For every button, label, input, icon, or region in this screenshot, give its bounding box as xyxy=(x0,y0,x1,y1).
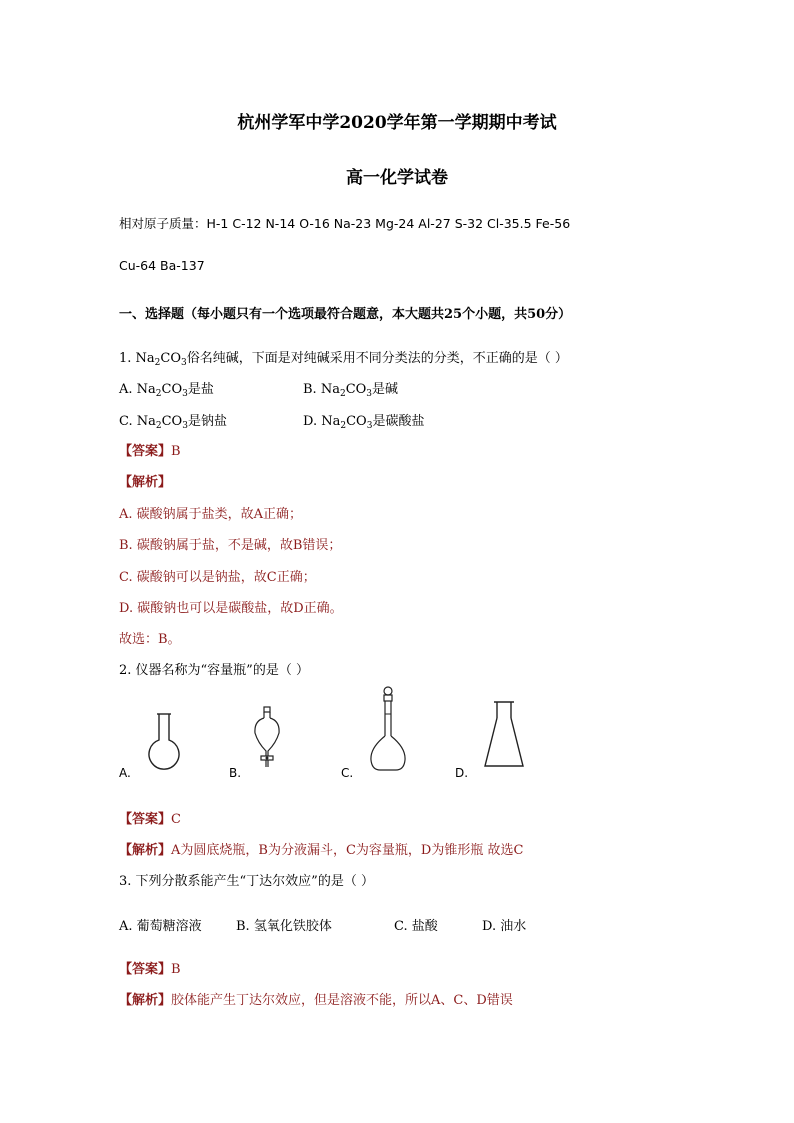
volumetric-flask-icon xyxy=(366,686,416,774)
q2-label-c: C. xyxy=(341,766,354,780)
q1-analysis-a: A. 碳酸钠属于盐类，故A正确； xyxy=(119,507,303,522)
q1-conclusion: 故选：B。 xyxy=(119,632,181,647)
exam-title: 杭州学军中学2020学年第一学期期中考试 xyxy=(237,113,557,133)
exam-subtitle: 高一化学试卷 xyxy=(346,168,448,188)
q2-stem: 2. 仪器名称为“容量瓶”的是（ ） xyxy=(119,663,309,678)
q1-analysis-c: C. 碳酸钠可以是钠盐，故C正确； xyxy=(119,570,316,585)
q2-label-b: B. xyxy=(229,766,242,780)
q2-label-d: D. xyxy=(455,766,469,780)
q3-option-b: B. 氢氧化铁胶体 xyxy=(236,919,332,934)
q2-answer: 【答案】C xyxy=(119,812,181,827)
q3-option-c: C. 盐酸 xyxy=(394,919,438,934)
round-bottom-flask-icon xyxy=(140,712,190,772)
section-heading: 一、选择题（每小题只有一个选项最符合题意，本大题共25个小题，共50分） xyxy=(119,307,572,322)
q1-option-d: D. $Na_2CO_3$是碳酸盐 xyxy=(303,414,425,431)
q3-option-a: A. 葡萄糖溶液 xyxy=(119,919,202,934)
q3-analysis: 【解析】胶体能产生丁达尔效应，但是溶液不能，所以A、C、D错误 xyxy=(119,993,513,1008)
q3-stem: 3. 下列分散系能产生“丁达尔效应”的是（ ） xyxy=(119,874,374,889)
q1-option-c: C. $Na_2CO_3$是钠盐 xyxy=(119,414,227,431)
atomic-masses-line1: 相对原子质量：H-1 C-12 N-14 O-16 Na-23 Mg-24 Al-27 S-32 Cl-35.5 Fe-56 xyxy=(119,216,571,231)
q2-analysis: 【解析】A为圆底烧瓶，B为分液漏斗，C为容量瓶，D为锥形瓶 故选C xyxy=(119,843,524,858)
q1-analysis-b: B. 碳酸钠属于盐，不是碱，故B错误； xyxy=(119,538,342,553)
atomic-masses-line2: Cu-64 Ba-137 xyxy=(119,258,205,273)
separatory-funnel-icon xyxy=(250,707,284,775)
q3-answer: 【答案】B xyxy=(119,962,181,977)
q1-option-a: A. $Na_2CO_3$是盐 xyxy=(119,382,214,399)
q1-option-b: B. $Na_2CO_3$是碱 xyxy=(303,382,399,399)
q3-option-d: D. 油水 xyxy=(482,919,527,934)
q1-analysis-label: 【解析】 xyxy=(119,475,172,490)
q1-analysis-d: D. 碳酸钠也可以是碳酸盐，故D正确。 xyxy=(119,601,343,616)
conical-flask-icon xyxy=(480,700,528,772)
q2-label-a: A. xyxy=(119,766,131,780)
q1-stem: 1. $Na_2CO_3$俗名纯碱，下面是对纯碱采用不同分类法的分类，不正确的是（ ） xyxy=(119,351,568,368)
q1-answer: 【答案】B xyxy=(119,444,181,459)
